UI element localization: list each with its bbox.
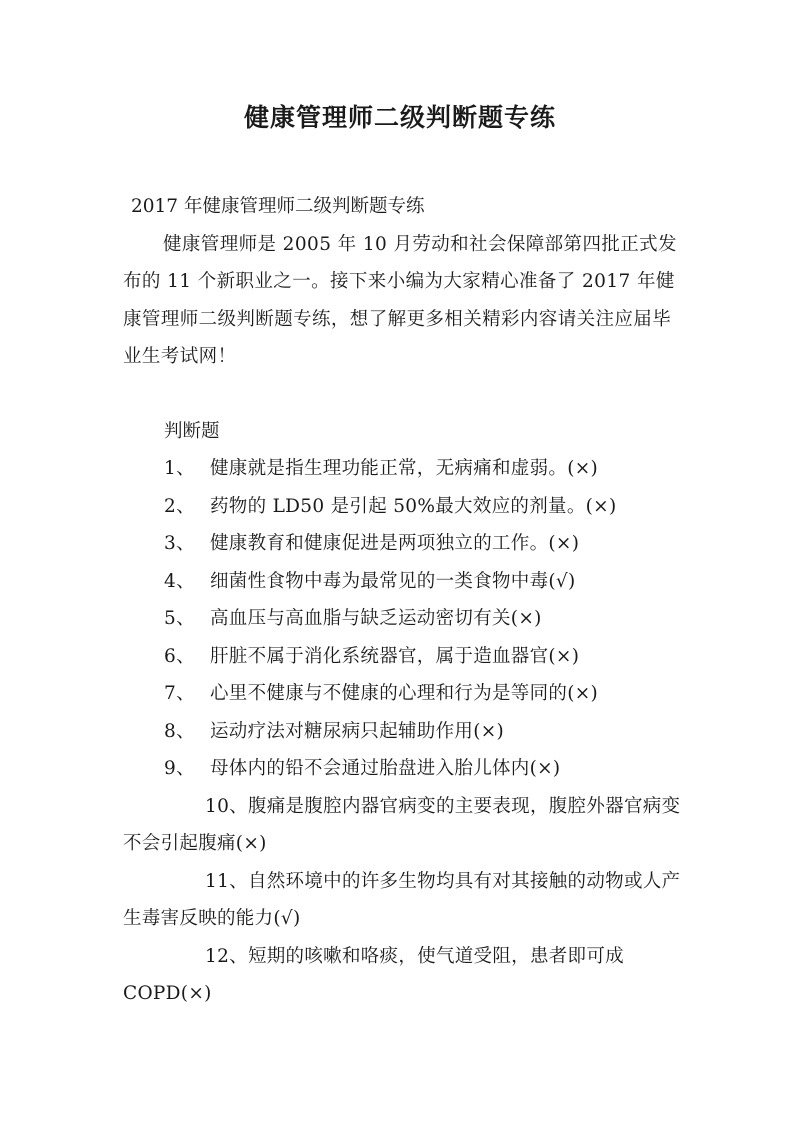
question-item <box>123 713 683 751</box>
question-number: 8、 <box>164 720 195 742</box>
question-number: 11、 <box>205 870 248 892</box>
question-item <box>123 863 683 938</box>
question-number: 6、 <box>164 645 195 667</box>
question-item <box>123 938 683 1013</box>
question-item <box>123 488 683 526</box>
question-number: 2、 <box>164 495 195 517</box>
blank-line <box>123 376 683 413</box>
question-text: 短期的咳嗽和咯痰，使气道受阻，患者即可成 COPD(×) <box>123 945 624 1004</box>
question-item <box>123 450 683 488</box>
question-number: 7、 <box>164 683 195 704</box>
question-text: 自然环境中的许多生物均具有对其接触的动物或人产生毒害反映的能力(√) <box>123 870 681 929</box>
question-item <box>123 525 683 563</box>
question-item <box>123 788 683 863</box>
question-item <box>123 563 683 601</box>
question-text: 健康就是指生理功能正常，无病痛和虚弱。(×) <box>210 458 599 479</box>
question-number: 12、 <box>205 945 248 967</box>
section-heading: 判断题 <box>164 420 220 442</box>
question-text: 母体内的铅不会通过胎盘进入胎儿体内(×) <box>210 758 561 779</box>
question-text: 药物的 LD50 是引起 50%最大效应的剂量。(×) <box>210 495 617 517</box>
question-text: 肝脏不属于消化系统器官，属于造血器官(×) <box>210 645 580 667</box>
question-item <box>123 750 683 788</box>
document-body <box>123 188 683 1013</box>
question-number: 10、 <box>205 795 248 817</box>
intro-paragraph: 健康管理师是 2005 年 10 月劳动和社会保障部第四批正式发布的 11 个新职业之一。接下来小编为大家精心准备了 2017 年健康管理师二级判断题专练，想了解更多相关精彩内容请关注应届毕业生考试网！ <box>123 233 677 367</box>
question-number: 9、 <box>164 758 195 779</box>
question-text: 运动疗法对糖尿病只起辅助作用(×) <box>210 720 505 742</box>
question-text: 腹痛是腹腔内器官病变的主要表现，腹腔外器官病变不会引起腹痛(×) <box>123 795 681 854</box>
question-text: 高血压与高血脂与缺乏运动密切有关(×) <box>210 608 542 629</box>
question-item <box>123 675 683 713</box>
question-number: 4、 <box>164 570 195 592</box>
question-number: 3、 <box>164 533 195 554</box>
question-text: 心里不健康与不健康的心理和行为是等同的(×) <box>210 683 599 704</box>
question-text: 健康教育和健康促进是两项独立的工作。(×) <box>210 533 580 554</box>
question-text: 细菌性食物中毒为最常见的一类食物中毒(√) <box>210 570 576 592</box>
question-item <box>123 600 683 638</box>
document-subtitle: 2017 年健康管理师二级判断题专练 <box>131 196 425 217</box>
question-item <box>123 638 683 676</box>
question-number: 1、 <box>164 458 195 479</box>
page-title: 健康管理师二级判断题专练 <box>243 103 556 132</box>
question-number: 5、 <box>164 608 195 629</box>
